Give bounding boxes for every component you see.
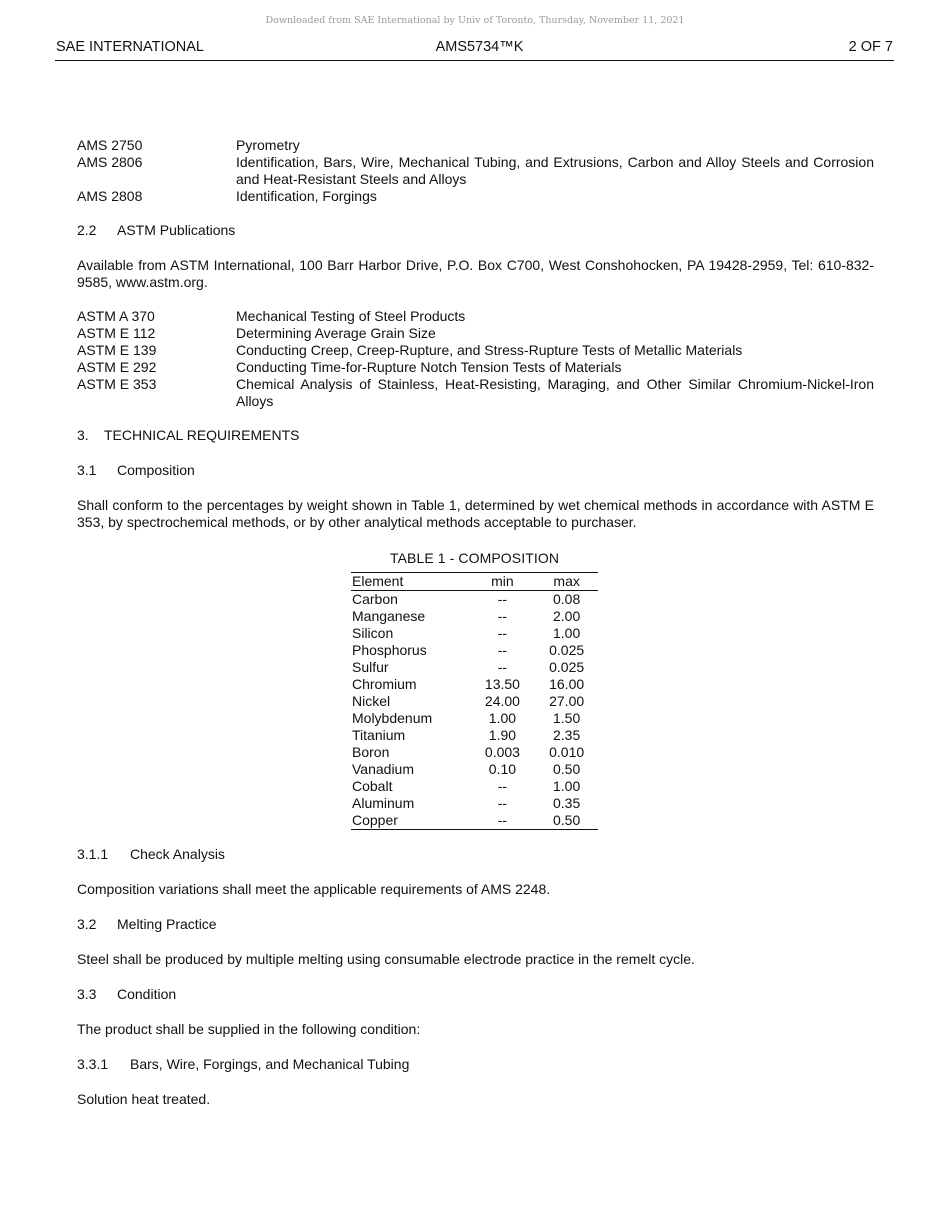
min-cell: -- <box>497 778 508 794</box>
check-analysis-paragraph: Composition variations shall meet the applicable requirements of AMS 2248. <box>77 881 551 897</box>
max-cell: 0.08 <box>553 591 581 607</box>
reference-id: ASTM A 370 <box>77 308 155 324</box>
reference-title: Identification, Bars, Wire, Mechanical Tubing, and Extrusions, Carbon and Alloy Steels and Corrosion and Heat-Resistant Steels and Alloys <box>236 154 874 187</box>
composition-table-block <box>351 550 598 830</box>
reference-title: Identification, Forgings <box>236 188 377 204</box>
table-row <box>351 795 598 812</box>
element-cell: Nickel <box>352 693 391 709</box>
reference-row <box>77 137 874 154</box>
section-heading-3 <box>77 427 874 444</box>
astm-availability-text: Available from ASTM International, 100 Barr Harbor Drive, P.O. Box C700, West Conshohocken, PA 19428-2959, Tel: 610-832-9585, www.astm.org. <box>77 257 874 290</box>
section-title: Melting Practice <box>117 916 217 932</box>
table-row <box>351 591 598 609</box>
document-body-continued <box>77 846 874 1108</box>
table-row <box>351 642 598 659</box>
min-cell: -- <box>497 642 508 658</box>
reference-row <box>77 188 874 205</box>
table-header-row <box>351 573 598 591</box>
element-cell: Molybdenum <box>352 710 433 726</box>
reference-title: Chemical Analysis of Stainless, Heat-Resisting, Maraging, and Other Similar Chromium-Nickel-Iron Alloys <box>236 376 874 409</box>
table-row <box>351 812 598 830</box>
reference-title: Conducting Creep, Creep-Rupture, and Stress-Rupture Tests of Metallic Materials <box>236 342 743 358</box>
max-cell: 0.50 <box>553 761 581 777</box>
section-title: Check Analysis <box>130 846 225 862</box>
download-watermark: Downloaded from SAE International by Univ of Toronto, Thursday, November 11, 2021 <box>265 15 685 26</box>
reference-id: AMS 2808 <box>77 188 143 204</box>
section-number: 3.1.1 <box>77 846 109 862</box>
max-cell: 1.50 <box>553 710 581 726</box>
max-cell: 1.00 <box>553 778 581 794</box>
reference-id: AMS 2750 <box>77 137 143 153</box>
table-row <box>351 608 598 625</box>
column-header-max: max <box>535 573 598 591</box>
min-cell: 13.50 <box>484 676 520 692</box>
element-cell: Carbon <box>352 591 398 607</box>
reference-row <box>77 376 874 410</box>
ams-reference-list <box>77 137 874 205</box>
reference-title: Pyrometry <box>236 137 300 153</box>
section-number: 3.1 <box>77 462 97 478</box>
element-cell: Boron <box>352 744 390 760</box>
section-number: 3.2 <box>77 916 97 932</box>
table-row <box>351 693 598 710</box>
max-cell: 0.025 <box>549 659 585 675</box>
table-row <box>351 761 598 778</box>
section-heading-3-3-1 <box>77 1056 874 1073</box>
element-cell: Phosphorus <box>352 642 427 658</box>
max-cell: 0.025 <box>549 642 585 658</box>
reference-id: AMS 2806 <box>77 154 143 170</box>
table-row <box>351 676 598 693</box>
reference-title: Conducting Time-for-Rupture Notch Tension Tests of Materials <box>236 359 622 375</box>
reference-id: ASTM E 139 <box>77 342 157 358</box>
element-cell: Silicon <box>352 625 394 641</box>
max-cell: 0.50 <box>535 812 598 830</box>
document-body <box>77 137 874 531</box>
reference-id: ASTM E 353 <box>77 376 157 392</box>
reference-row <box>77 342 874 359</box>
bars-condition-paragraph: Solution heat treated. <box>77 1091 211 1107</box>
section-heading-3-1 <box>77 462 874 479</box>
element-cell: Sulfur <box>352 659 389 675</box>
max-cell: 16.00 <box>549 676 585 692</box>
min-cell: 0.003 <box>484 744 520 760</box>
section-number: 3.3.1 <box>77 1056 109 1072</box>
table-row <box>351 744 598 761</box>
max-cell: 1.00 <box>553 625 581 641</box>
min-cell: -- <box>497 795 508 811</box>
section-title: ASTM Publications <box>117 222 236 238</box>
table-row <box>351 710 598 727</box>
section-title: Composition <box>117 462 195 478</box>
element-cell: Chromium <box>352 676 417 692</box>
melting-practice-paragraph: Steel shall be produced by multiple melting using consumable electrode practice in the remelt cycle. <box>77 951 695 967</box>
publisher-name: SAE INTERNATIONAL <box>56 39 204 55</box>
min-cell: 1.00 <box>488 710 517 726</box>
reference-row <box>77 359 874 376</box>
section-number: 3.3 <box>77 986 97 1002</box>
max-cell: 0.35 <box>553 795 581 811</box>
min-cell: -- <box>497 625 508 641</box>
section-number: 3. <box>77 427 89 443</box>
table-row <box>351 659 598 676</box>
section-heading-3-1-1 <box>77 846 874 863</box>
element-cell: Aluminum <box>352 795 415 811</box>
min-cell: 1.90 <box>488 727 517 743</box>
min-cell: -- <box>497 591 508 607</box>
astm-reference-list <box>77 308 874 410</box>
element-cell: Titanium <box>352 727 406 743</box>
min-cell: 0.10 <box>488 761 517 777</box>
section-title: TECHNICAL REQUIREMENTS <box>104 427 300 443</box>
table-title: TABLE 1 - COMPOSITION <box>389 550 560 566</box>
max-cell: 2.00 <box>553 608 581 624</box>
section-number: 2.2 <box>77 222 97 238</box>
section-title: Condition <box>117 986 177 1002</box>
composition-table <box>351 572 598 830</box>
reference-row <box>77 325 874 342</box>
reference-id: ASTM E 112 <box>77 325 156 341</box>
element-cell: Manganese <box>352 608 426 624</box>
element-cell: Cobalt <box>352 778 393 794</box>
column-header-element: Element <box>351 573 470 591</box>
condition-paragraph: The product shall be supplied in the following condition: <box>77 1021 421 1037</box>
min-cell: -- <box>497 659 508 675</box>
max-cell: 2.35 <box>553 727 581 743</box>
table-row <box>351 727 598 744</box>
reference-title: Determining Average Grain Size <box>236 325 436 341</box>
min-cell: -- <box>497 608 508 624</box>
table-row <box>351 625 598 642</box>
max-cell: 0.010 <box>549 744 585 760</box>
document-number: AMS5734™K <box>435 39 524 55</box>
column-header-min: min <box>470 573 536 591</box>
reference-id: ASTM E 292 <box>77 359 157 375</box>
reference-row <box>77 154 874 188</box>
section-title: Bars, Wire, Forgings, and Mechanical Tubing <box>130 1056 410 1072</box>
element-cell: Vanadium <box>352 761 415 777</box>
section-heading-3-3 <box>77 986 874 1003</box>
reference-row <box>77 308 874 325</box>
min-cell: 24.00 <box>484 693 520 709</box>
page-number: 2 OF 7 <box>848 39 893 55</box>
min-cell: -- <box>470 812 536 830</box>
section-heading-3-2 <box>77 916 874 933</box>
reference-title: Mechanical Testing of Steel Products <box>236 308 466 324</box>
page-header <box>55 38 894 61</box>
element-cell: Copper <box>351 812 470 830</box>
table-row <box>351 778 598 795</box>
max-cell: 27.00 <box>549 693 585 709</box>
composition-paragraph: Shall conform to the percentages by weight shown in Table 1, determined by wet chemical methods in accordance with ASTM E 353, by spectrochemical methods, or by other analytical methods acceptable to purchaser. <box>77 497 874 530</box>
section-heading-2-2 <box>77 222 874 239</box>
